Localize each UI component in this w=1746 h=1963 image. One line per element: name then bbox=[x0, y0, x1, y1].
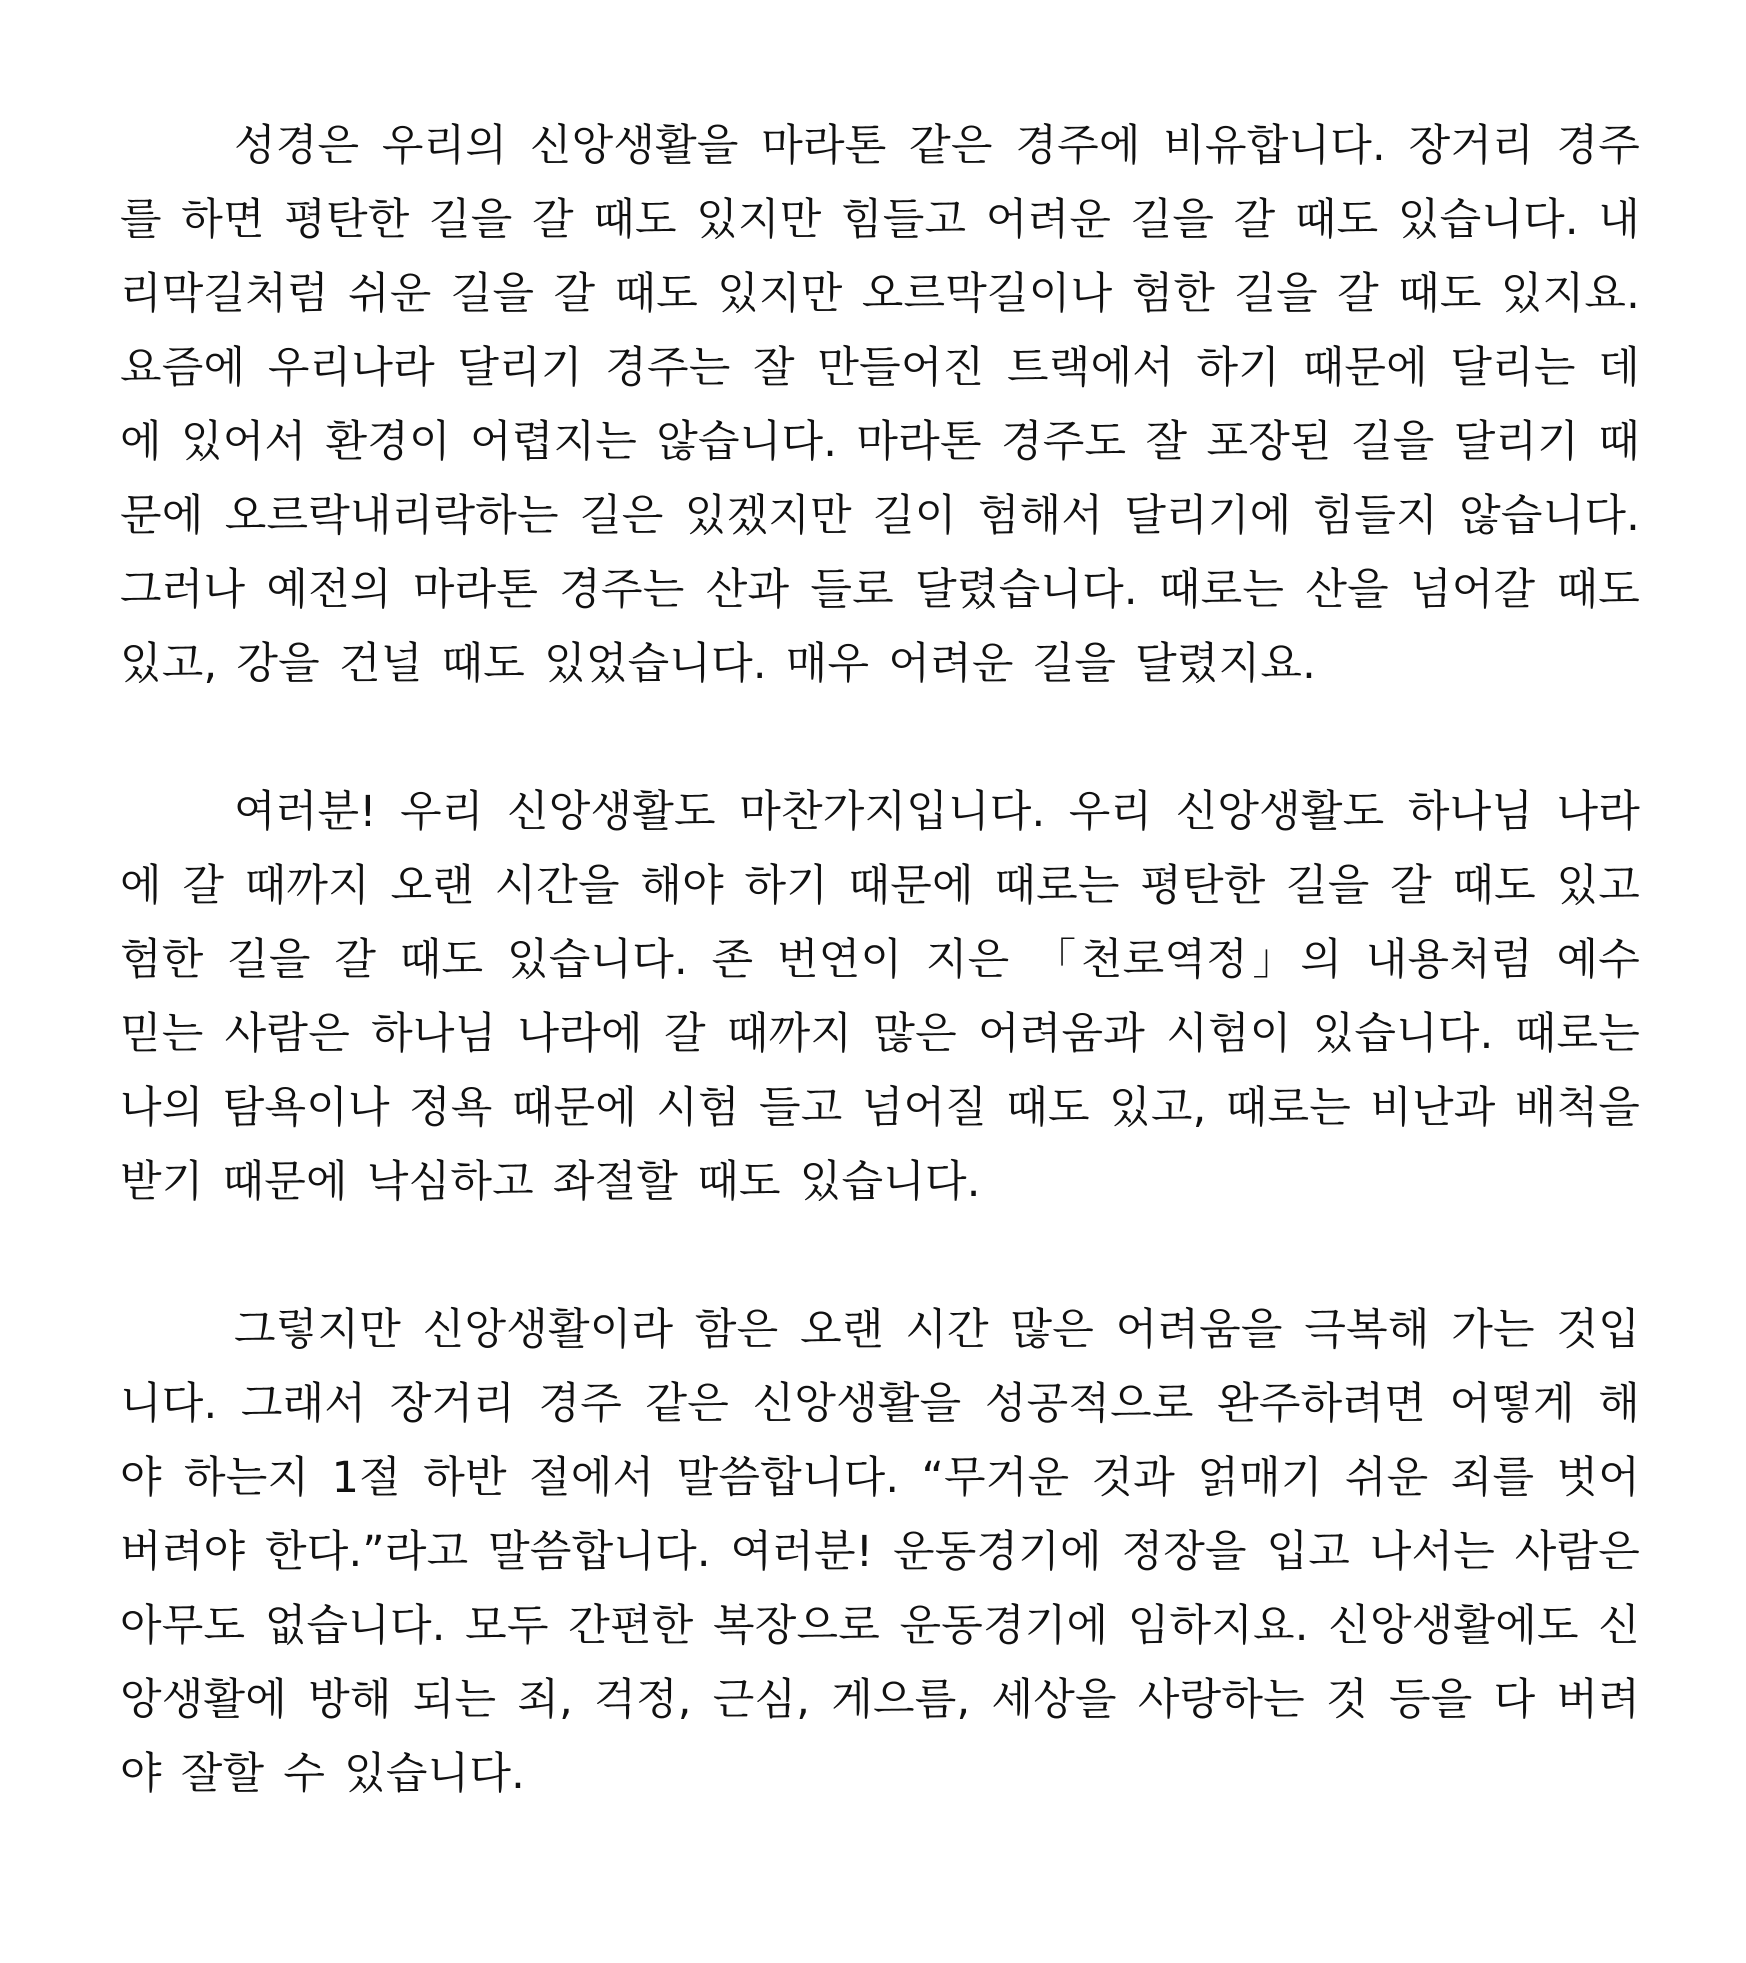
paragraph-christian-life: 여러분! 우리 신앙생활도 마찬가지입니다. 우리 신앙생활도 하나님 나라에 갈 때까지 오랜 시간을 해야 하기 때문에 때로는 평탄한 길을 갈 때도 있고 험한 길을 갈 때도 있습니다. 존 번연이 지은 「천로역정」의 내용처럼 예수 믿는 사람은 하나님 나라에 갈 때까지 많은 어려움과 시험이 있습니다. 때로는 나의 탐욕이나 정욕 때문에 시험 들고 넘어질 때도 있고, 때로는 비난과 배척을 받기 때문에 낙심하고 좌절할 때도 있습니다. bbox=[120, 787, 1640, 1207]
paragraph-overcoming-hardships: 그렇지만 신앙생활이라 함은 오랜 시간 많은 어려움을 극복해 가는 것입니다. 그래서 장거리 경주 같은 신앙생활을 성공적으로 완주하려면 어떻게 해야 하는지 1절 하반 절에서 말씀합니다. “무거운 것과 얽매기 쉬운 죄를 벗어 버려야 한다.”라고 말씀합니다. 여러분! 운동경기에 정장을 입고 나서는 사람은 아무도 없습니다. 모두 간편한 복장으로 운동경기에 임하지요. 신앙생활에도 신앙생활에 방해 되는 죄, 걱정, 근심, 게으름, 세상을 사랑하는 것 등을 다 버려야 잘할 수 있습니다. bbox=[120, 1305, 1640, 1799]
paragraph-marathon-analogy: 성경은 우리의 신앙생활을 마라톤 같은 경주에 비유합니다. 장거리 경주를 하면 평탄한 길을 갈 때도 있지만 힘들고 어려운 길을 갈 때도 있습니다. 내리막길처럼 쉬운 길을 갈 때도 있지만 오르막길이나 험한 길을 갈 때도 있지요. 요즘에 우리나라 달리기 경주는 잘 만들어진 트랙에서 하기 때문에 달리는 데에 있어서 환경이 어렵지는 않습니다. 마라톤 경주도 잘 포장된 길을 달리기 때문에 오르락내리락하는 길은 있겠지만 길이 험해서 달리기에 힘들지 않습니다. 그러나 예전의 마라톤 경주는 산과 들로 달렸습니다. 때로는 산을 넘어갈 때도 있고, 강을 건널 때도 있었습니다. 매우 어려운 길을 달렸지요. bbox=[120, 121, 1640, 689]
